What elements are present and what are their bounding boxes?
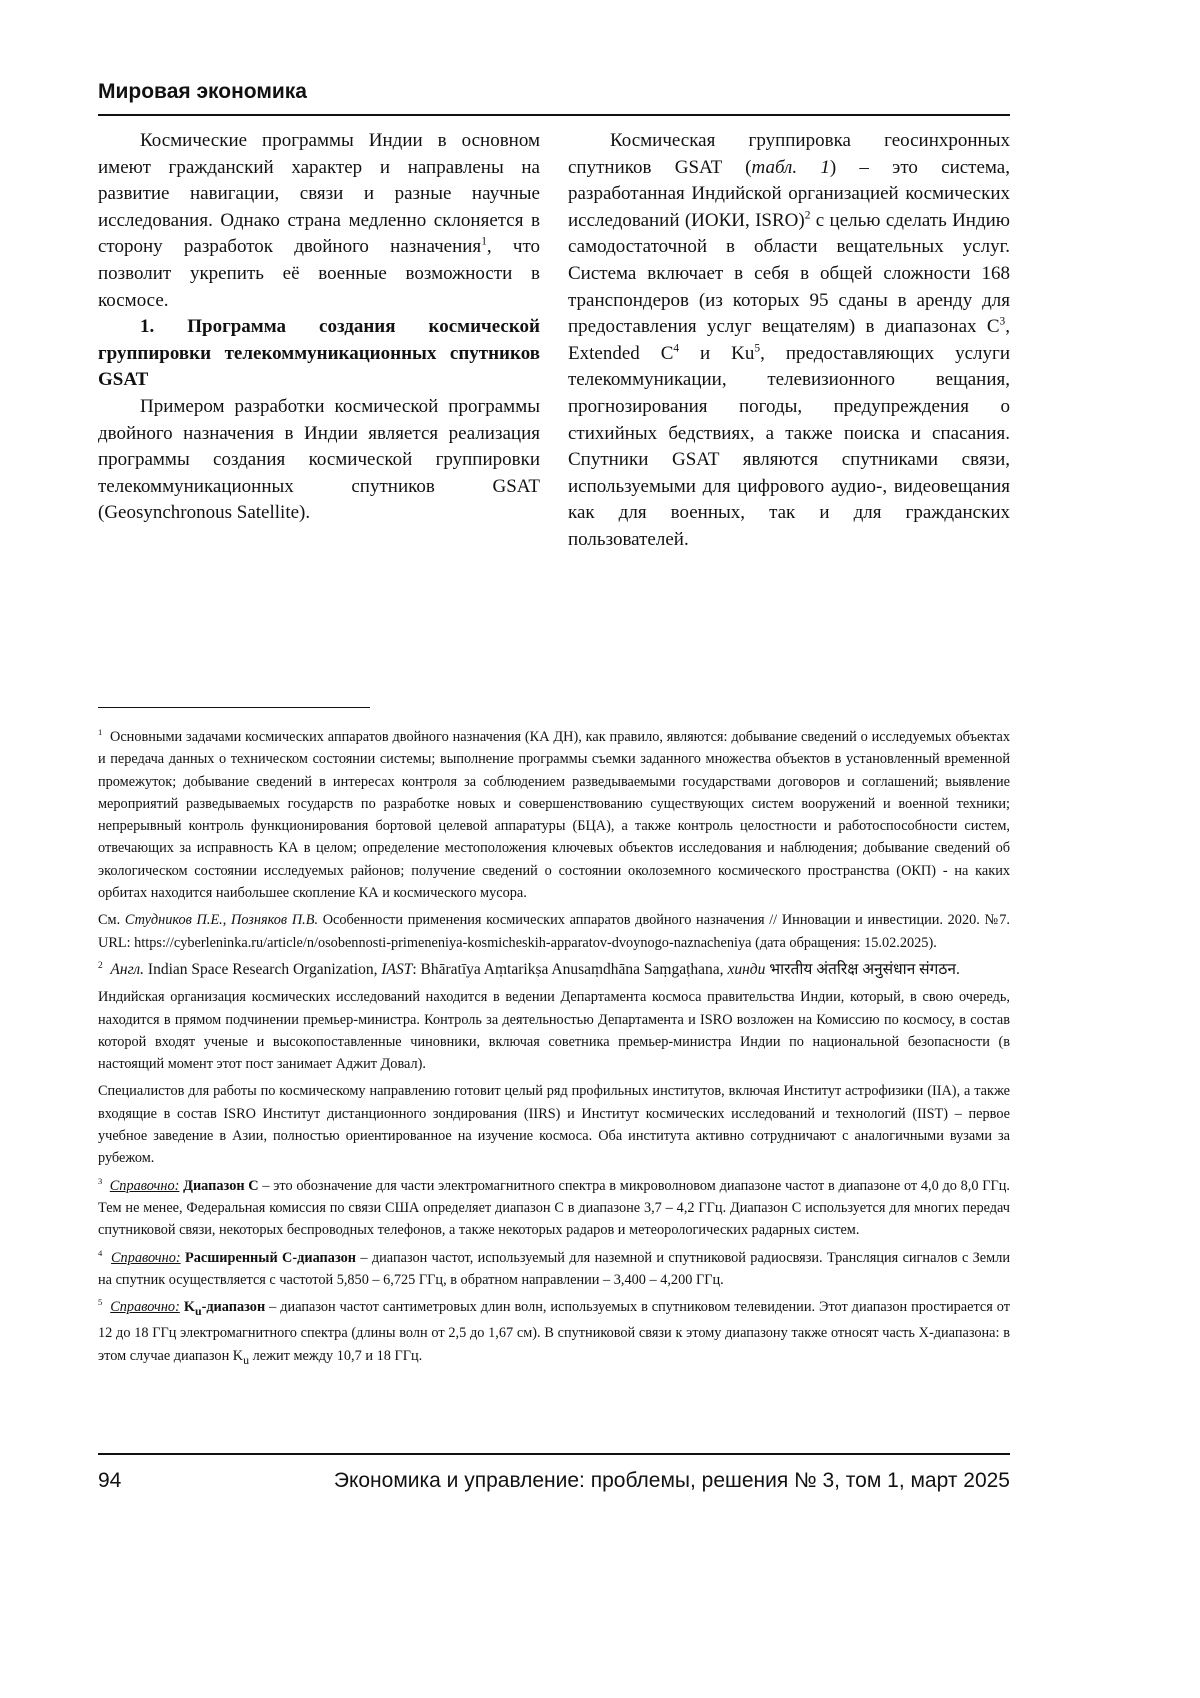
footnote-number: 3 bbox=[98, 1176, 102, 1186]
footer-rule bbox=[98, 1453, 1010, 1455]
text: Космическая группировка геосинхронных спутников GSAT ( bbox=[568, 130, 1010, 178]
text: u bbox=[195, 1304, 202, 1318]
text: u bbox=[243, 1352, 249, 1366]
authors: Студников П.Е., Позняков П.В. bbox=[125, 912, 318, 928]
term: Расширенный С-диапазон bbox=[185, 1250, 356, 1266]
label: Справочно: bbox=[110, 1178, 180, 1194]
footnote-number: 4 bbox=[98, 1248, 102, 1258]
text: Космические программы Индии в основном имеют гражданский характер и направлены на развитие навигации, связи и разные научные исследования. Однако страна медленно склоняется в сторону разработок двойного назначения bbox=[98, 130, 540, 257]
footnote-2 bbox=[98, 959, 1010, 981]
section-heading: 1. Программа создания космической группировки телекоммуникационных спутников GSAT bbox=[98, 314, 540, 394]
text: – диапазон частот сантиметровых длин волн, используемых в спутниковом телевидении. Этот диапазон простирается от 12 до 18 ГГц электромагнитного спектра (длины волн от 2,5 до 1,67 см). В спутниковой связи к этому диапазону также относят часть X-диапазона: в этом случае диапазон K bbox=[98, 1299, 1010, 1363]
footnotes bbox=[98, 726, 1010, 1376]
text: , Extended C bbox=[568, 316, 1010, 364]
page-number: 94 bbox=[98, 1469, 121, 1493]
text: – это обозначение для части электромагнитного спектра в микроволновом диапазоне частот в диапазоне от 4,0 до 8,0 ГГц. Тем не менее, Федеральная комиссия по связи США определяет диапазон С в диапазоне 3,7 – 4,2 ГГц. Диапазон С используется для многих передач спутниковой связи, некоторых беспроводных телефонов, а также некоторых радаров и метеорологических радарных систем. bbox=[98, 1178, 1010, 1239]
footnote-1 bbox=[98, 726, 1010, 904]
text: Основными задачами космических аппаратов двойного назначения (КА ДН), как правило, являются: добывание сведений о исследуемых объектах и передача данных о техническом состоянии системы; выполнение программы съемки заданного множества объектов в установленный временной промежуток; добывание сведений в интересах контроля за соблюдением разведываемыми государствами договоров и соглашений; выявление мероприятий разведываемых государств по разработке новых и совершенствованию существующих систем вооружений и военной техники; непрерывный контроль функционирования бортовой целевой аппаратуры (БЦА), а также контроль целостности и работоспособности систем, отвечающих за исправность КА в целом; определение местоположения ключевых объектов исследования и наблюдения; добывание сведений об экологическом состоянии исследуемых районов; получение сведений о состоянии околоземного космического пространства (ОКП) - на каких орбитах находится наибольшее скопление КА и космического мусора. bbox=[98, 729, 1010, 901]
text: – диапазон частот, используемый для наземной и спутниковой радиосвязи. Трансляция сигналов с Земли на спутник осуществляется с частотой 5,850 – 6,725 ГГц, в обратном направлении – 3,400 – 4,200 ГГц. bbox=[98, 1250, 1010, 1288]
text: хинди bbox=[727, 961, 765, 978]
term bbox=[184, 1299, 265, 1315]
label: Справочно: bbox=[110, 1299, 180, 1315]
footnote-ref[interactable]: 5 bbox=[754, 342, 760, 354]
paragraph bbox=[98, 128, 540, 314]
footnote-number: 2 bbox=[98, 961, 103, 971]
paragraph bbox=[568, 128, 1010, 554]
text: , что позволит укрепить её военные возможности в космосе. bbox=[98, 236, 540, 310]
footnote-ref[interactable]: 2 bbox=[805, 209, 811, 221]
text: भारतीय अंतरिक्ष अनुसंधान संगठन. bbox=[769, 961, 960, 978]
text: См. bbox=[98, 912, 120, 928]
left-column bbox=[98, 128, 540, 527]
footnote-ref[interactable]: 4 bbox=[673, 342, 679, 354]
text: , предоставляющих услуги телекоммуникации, телевизионного вещания, прогнозирования погоды, предупреждения о стихийных бедствиях, а также поиска и спасания. Спутники GSAT являются спутниками связи, используемыми для цифрового аудио-, видеовещания как для военных, так и для гражданских пользователей. bbox=[568, 343, 1010, 550]
text: с целью сделать Индию самодостаточной в области вещательных услуг. Система включает в себя в общей сложности 168 транспондеров (из которых 95 сданы в аренду для предоставления услуг вещателям) в диапазонах C bbox=[568, 210, 1010, 337]
footnote-4 bbox=[98, 1247, 1010, 1292]
table-ref: табл. 1 bbox=[752, 157, 830, 178]
term: Диапазон С bbox=[183, 1178, 259, 1194]
footnote-2-para: Специалистов для работы по космическому направлению готовит целый ряд профильных институтов, включая Институт астрофизики (IIA), а также входящие в состав ISRO Институт дистанционного зондирования (IIRS) и Институт космических исследований и технологий (IIST) – первое учебное заведение в Азии, полностью ориентированное на изучение космоса. Оба института активно сотрудничают с аналогичными вузами за рубежом. bbox=[98, 1080, 1010, 1169]
footnote-ref[interactable]: 1 bbox=[481, 236, 487, 248]
text: IAST bbox=[381, 961, 412, 978]
text: и Ku bbox=[679, 343, 754, 364]
text: Indian Space Research Organization, bbox=[148, 961, 378, 978]
text: ) – это система, разработанная Индийской организацией космических исследований (ИОКИ, ISRO) bbox=[568, 157, 1010, 231]
text: лежит между 10,7 и 18 ГГц. bbox=[249, 1348, 422, 1364]
text: -диапазон bbox=[202, 1299, 266, 1315]
footnote-2-para: Индийская организация космических исследований находится в ведении Департамента космоса правительства Индии, который, в свою очередь, находится в прямом подчинении премьер-министра. Контроль за деятельностью Департамента и ISRO возложен на Комиссию по космосу, в состав которой входят ученые и высокопоставленные чиновники, включая советника премьер-министра Индии по национальной безопасности (в настоящий момент этот пост занимает Аджит Довал). bbox=[98, 986, 1010, 1075]
header-rule bbox=[98, 114, 1010, 116]
footnote-rule bbox=[98, 707, 370, 708]
footnote-number: 5 bbox=[98, 1297, 102, 1307]
footnote-5 bbox=[98, 1296, 1010, 1371]
paragraph: Примером разработки космической программы двойного назначения в Индии является реализация программы создания космической группировки телекоммуникационных спутников GSAT (Geosynchronous Satellite). bbox=[98, 394, 540, 527]
text: K bbox=[184, 1299, 195, 1315]
footnote-number: 1 bbox=[98, 727, 102, 737]
label: Справочно: bbox=[111, 1250, 181, 1266]
right-column bbox=[568, 128, 1010, 554]
journal-title: Экономика и управление: проблемы, решения № 3, том 1, март 2025 bbox=[334, 1469, 1010, 1493]
section-header: Мировая экономика bbox=[98, 80, 307, 104]
footnote-3 bbox=[98, 1175, 1010, 1242]
text: Англ. bbox=[110, 961, 144, 978]
text: : Bhāratīya Aṃtarikṣa Anusaṃdhāna Saṃgaṭhana, bbox=[412, 961, 723, 978]
footnote-ref[interactable]: 3 bbox=[1000, 316, 1006, 328]
citation-link[interactable]: Особенности применения космических аппаратов двойного назначения // Инновации и инвестиции. 2020. №7. URL: https://cyberleninka.ru/article/n/osobennosti-primeneniya-kosmicheskih-apparatov-dvoynogo-naznacheniya (дата обращения: 15.02.2025). bbox=[98, 912, 1010, 950]
footnote-1-source bbox=[98, 909, 1010, 954]
